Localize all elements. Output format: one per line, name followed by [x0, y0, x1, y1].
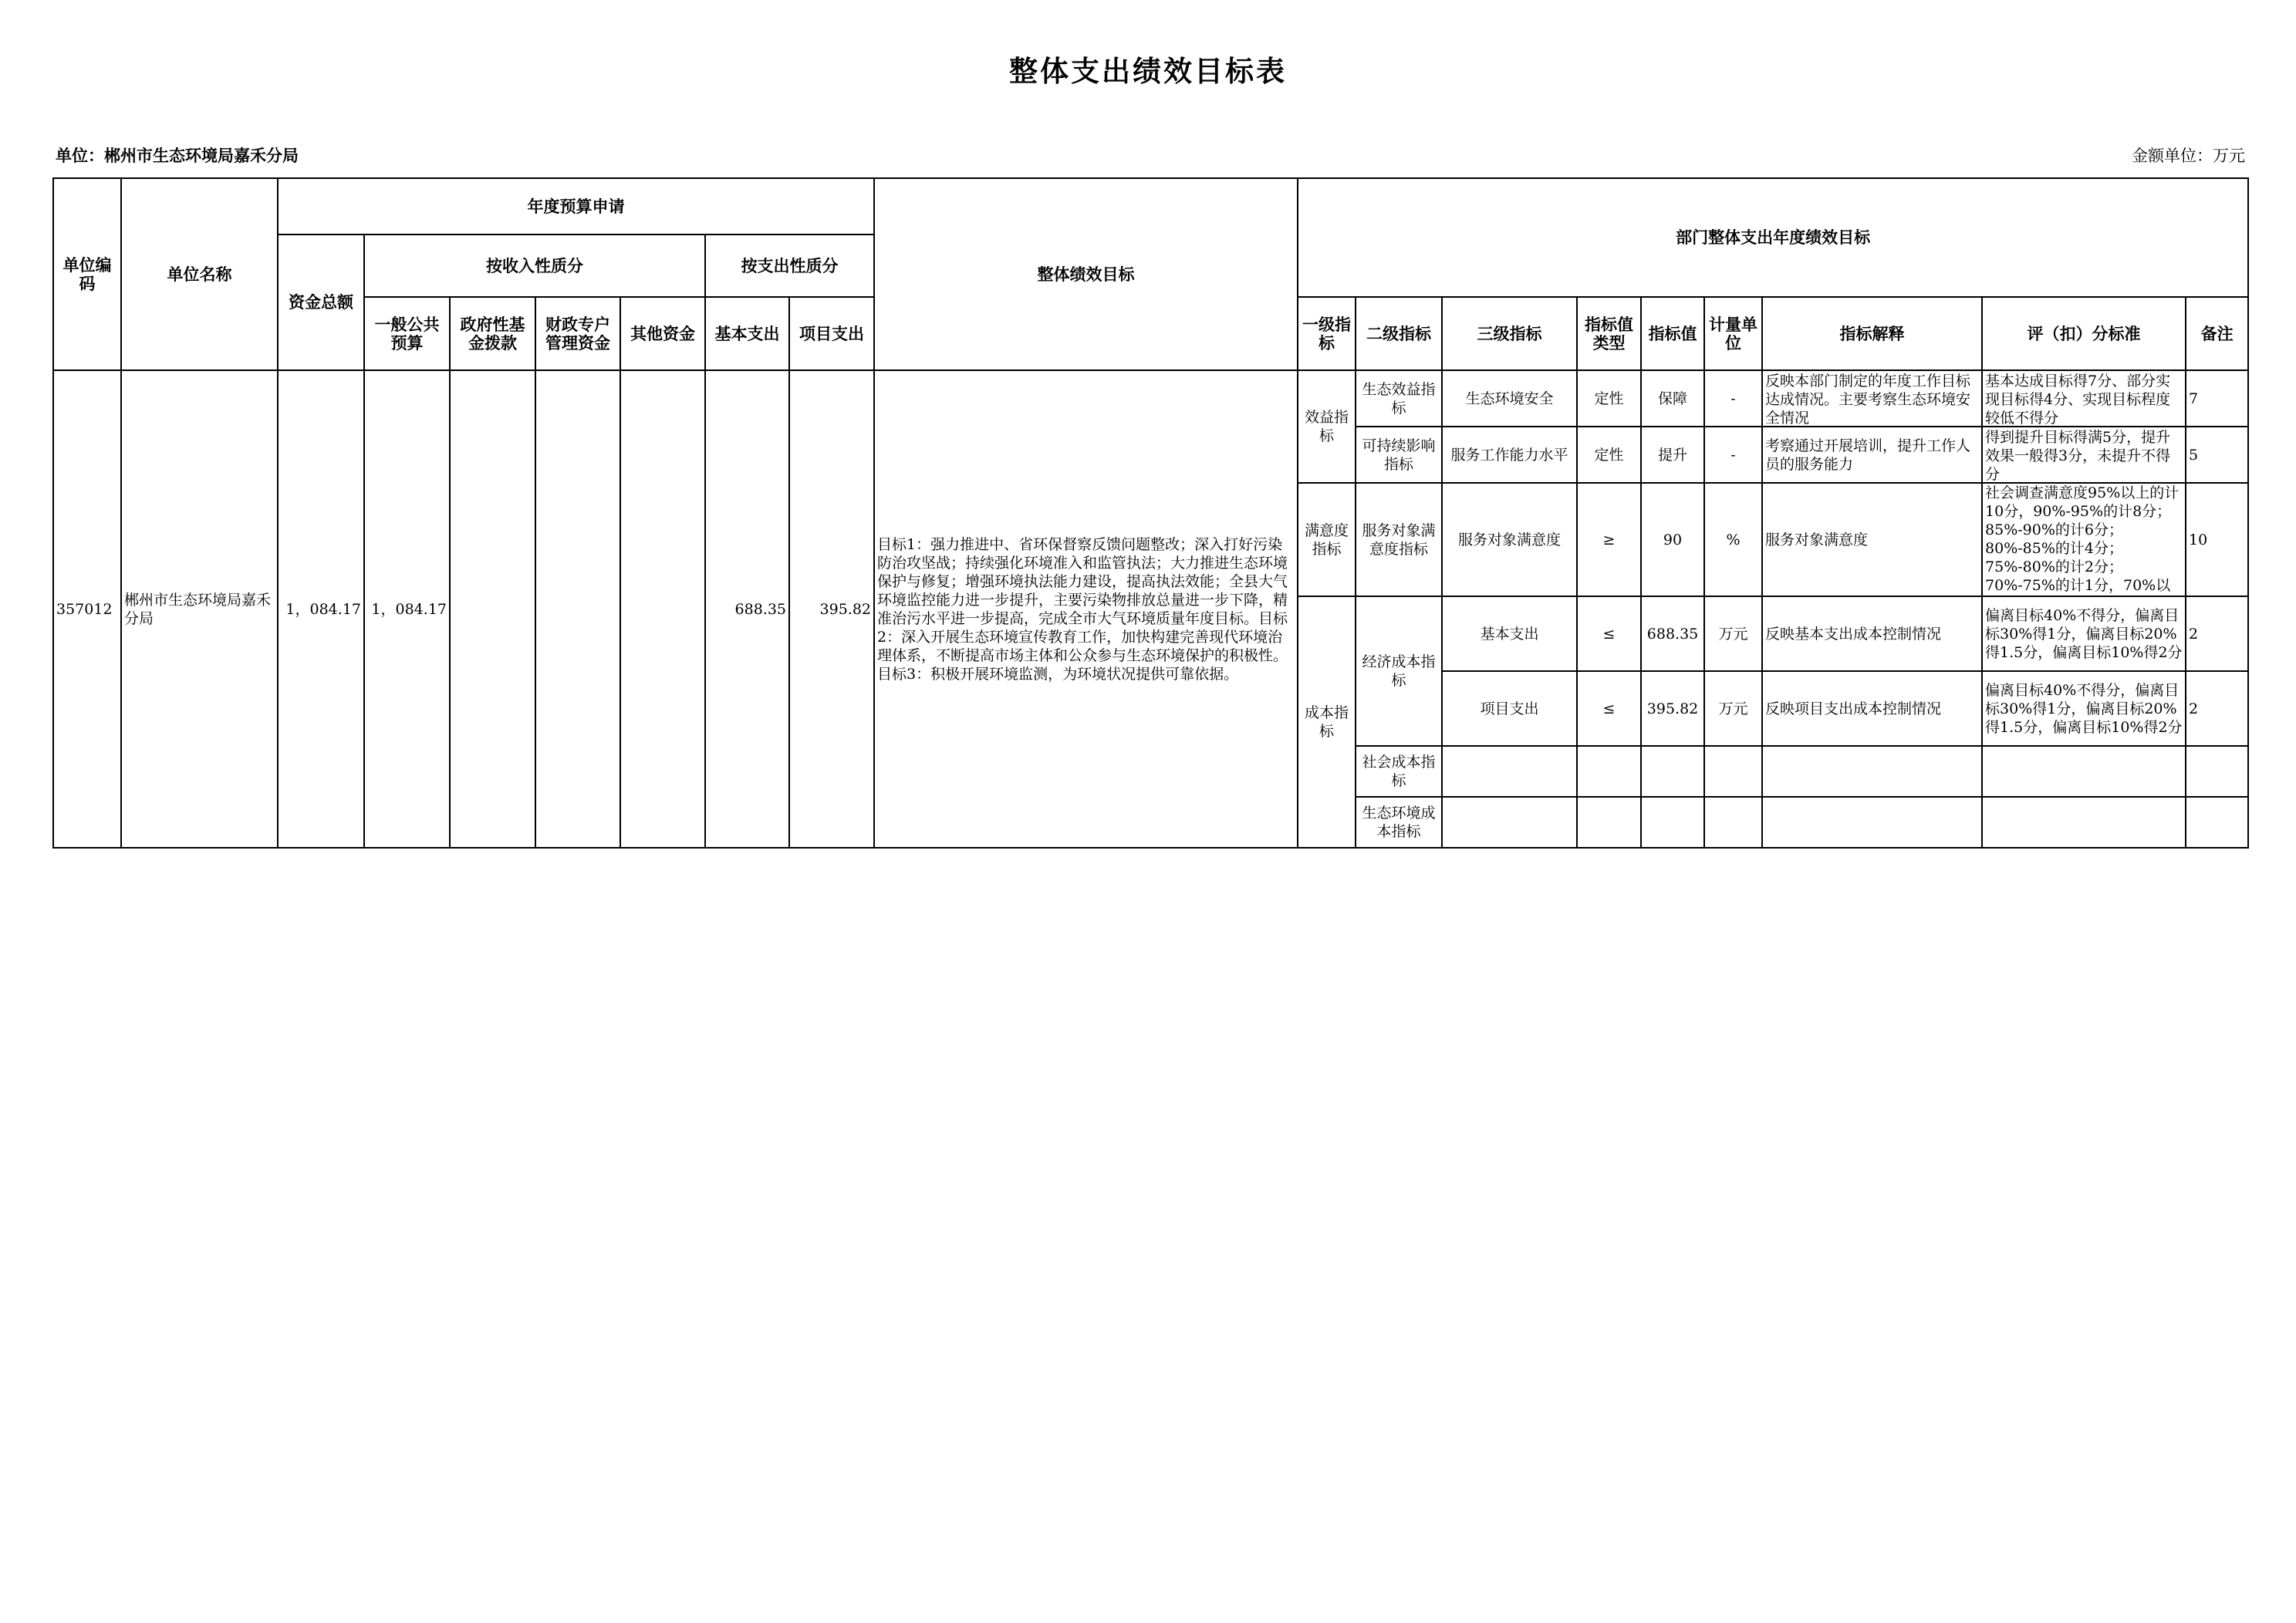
cell-gov-fund [450, 370, 535, 848]
cell-basic-expense: 688.35 [705, 370, 789, 848]
cell-value: 688.35 [1641, 596, 1704, 671]
cell-explanation: 反映基本支出成本控制情况 [1765, 625, 1942, 643]
cell-explanation [1762, 797, 1982, 848]
cell-project-expense: 395.82 [789, 370, 874, 848]
cell-value: 保障 [1641, 370, 1704, 427]
header-level2: 二级指标 [1356, 297, 1442, 370]
cell-scoring: 基本达成目标得7分、部分实现目标得4分、实现目标程度较低不得分 [1985, 372, 2171, 426]
cell-measure-unit: - [1704, 370, 1762, 427]
cell-measure-unit: - [1704, 427, 1762, 483]
cell-remark [2186, 746, 2248, 797]
cell-scoring: 社会调查满意度95%以上的计10分，90%-95%的计8分；85%-90%的计6分；80%-85%的计4分；75%-80%的计2分；70%-75%的计1分，70%以 [1985, 484, 2180, 594]
cell-level2: 生态环境成本指标 [1356, 797, 1442, 848]
header-annual-budget: 年度预算申请 [278, 178, 874, 235]
cell-measure-unit: % [1704, 483, 1762, 596]
header-overall-goal: 整体绩效目标 [874, 178, 1298, 370]
header-value-type: 指标值类型 [1577, 297, 1641, 370]
cell-level2: 可持续影响指标 [1356, 427, 1442, 483]
cell-value [1641, 746, 1704, 797]
header-remark: 备注 [2186, 297, 2248, 370]
cell-level2: 经济成本指标 [1356, 596, 1442, 746]
header-explanation: 指标解释 [1762, 297, 1982, 370]
cell-level3: 生态环境安全 [1442, 370, 1577, 427]
cell-level2: 生态效益指标 [1356, 370, 1442, 427]
header-by-income: 按收入性质分 [364, 235, 705, 297]
header-general-public: 一般公共预算 [364, 297, 450, 370]
cell-value-type [1577, 746, 1641, 797]
amount-unit-label: 金额单位：万元 [2132, 147, 2245, 165]
cell-scoring: 偏离目标40%不得分，偏离目标30%得1分，偏离目标20%得1.5分，偏离目标10%得2分 [1985, 681, 2183, 736]
cell-level3: 服务工作能力水平 [1442, 427, 1577, 483]
cell-scoring [1982, 797, 2186, 848]
cell-overall-goal: 目标1：强力推进中、省环保督察反馈问题整改；深入打好污染防治攻坚战；持续强化环境准入和监管执法；大力推进生态环境保护与修复；增强环境执法能力建设，提高执法效能；全县大气环境监控能力进一步提升，主要污染物排放总量进一步下降，精准治污水平进一步提高，完成全市大气环境质量年度目标。目标2：深入开展生态环境宣传教育工作，加快构建完善现代环境治理体系，不断提高市场主体和公众参与生态环境保护的积极性。目标3：积极开展环境监测，为环境状况提供可靠依据。 [874, 370, 1298, 848]
cell-level3: 服务对象满意度 [1442, 483, 1577, 596]
cell-measure-unit [1704, 746, 1762, 797]
cell-explanation [1762, 746, 1982, 797]
cell-remark: 7 [2186, 370, 2248, 427]
table-row [53, 370, 2248, 427]
header-other-fund: 其他资金 [620, 297, 705, 370]
cell-unit-name: 郴州市生态环境局嘉禾分局 [121, 370, 278, 848]
header-special-fund: 财政专户管理资金 [535, 297, 620, 370]
page-title: 整体支出绩效目标表 [1009, 55, 1287, 88]
cell-measure-unit: 万元 [1704, 596, 1762, 671]
cell-value-type: ≤ [1577, 596, 1641, 671]
cell-value: 90 [1641, 483, 1704, 596]
header-unit-code: 单位编码 [53, 178, 121, 370]
cell-level1-benefit: 效益指标 [1298, 370, 1356, 483]
cell-explanation: 反映项目支出成本控制情况 [1765, 700, 1942, 717]
cell-remark: 2 [2186, 596, 2248, 671]
cell-value-type: ≤ [1577, 671, 1641, 746]
header-by-expense: 按支出性质分 [705, 235, 874, 297]
performance-target-table [52, 177, 2249, 849]
cell-explanation: 考察通过开展培训，提升工作人员的服务能力 [1765, 437, 1971, 473]
header-level3: 三级指标 [1442, 297, 1577, 370]
header-dept-goal: 部门整体支出年度绩效目标 [1298, 178, 2248, 297]
header-unit-name: 单位名称 [121, 178, 278, 370]
header-basic-expense: 基本支出 [705, 297, 789, 370]
cell-scoring: 偏离目标40%不得分，偏离目标30%得1分，偏离目标20%得1.5分，偏离目标10%得2分 [1985, 606, 2183, 661]
cell-value: 提升 [1641, 427, 1704, 483]
cell-level3: 项目支出 [1442, 671, 1577, 746]
header-total-funds: 资金总额 [278, 235, 364, 370]
cell-level3 [1442, 746, 1577, 797]
cell-unit-code: 357012 [53, 370, 121, 848]
cell-other-fund [620, 370, 705, 848]
cell-level1-satisfaction: 满意度指标 [1298, 483, 1356, 596]
cell-value-type [1577, 797, 1641, 848]
cell-remark: 5 [2186, 427, 2248, 483]
cell-value-type: 定性 [1577, 427, 1641, 483]
cell-level2: 服务对象满意度指标 [1356, 483, 1442, 596]
cell-value: 395.82 [1641, 671, 1704, 746]
cell-scoring: 得到提升目标得满5分，提升效果一般得3分，未提升不得分 [1985, 428, 2171, 482]
cell-general-public: 1，084.17 [364, 370, 450, 848]
header-value: 指标值 [1641, 297, 1704, 370]
cell-level3 [1442, 797, 1577, 848]
cell-level1-cost: 成本指标 [1298, 596, 1356, 848]
cell-remark: 2 [2186, 671, 2248, 746]
cell-level2: 社会成本指标 [1356, 746, 1442, 797]
cell-explanation: 服务对象满意度 [1765, 531, 1869, 548]
cell-value-type: 定性 [1577, 370, 1641, 427]
header-scoring: 评（扣）分标准 [1982, 297, 2186, 370]
cell-remark [2186, 797, 2248, 848]
unit-label: 单位：郴州市生态环境局嘉禾分局 [56, 147, 299, 165]
cell-measure-unit [1704, 797, 1762, 848]
cell-remark: 10 [2186, 483, 2248, 596]
cell-measure-unit: 万元 [1704, 671, 1762, 746]
header-level1: 一级指标 [1298, 297, 1356, 370]
cell-value [1641, 797, 1704, 848]
header-measure-unit: 计量单位 [1704, 297, 1762, 370]
cell-level3: 基本支出 [1442, 596, 1577, 671]
cell-scoring [1982, 746, 2186, 797]
cell-total-funds: 1，084.17 [278, 370, 364, 848]
header-gov-fund: 政府性基金拨款 [450, 297, 535, 370]
cell-special-fund [535, 370, 620, 848]
cell-value-type: ≥ [1577, 483, 1641, 596]
header-project-expense: 项目支出 [789, 297, 874, 370]
cell-explanation: 反映本部门制定的年度工作目标达成情况。主要考察生态环境安全情况 [1765, 372, 1971, 426]
